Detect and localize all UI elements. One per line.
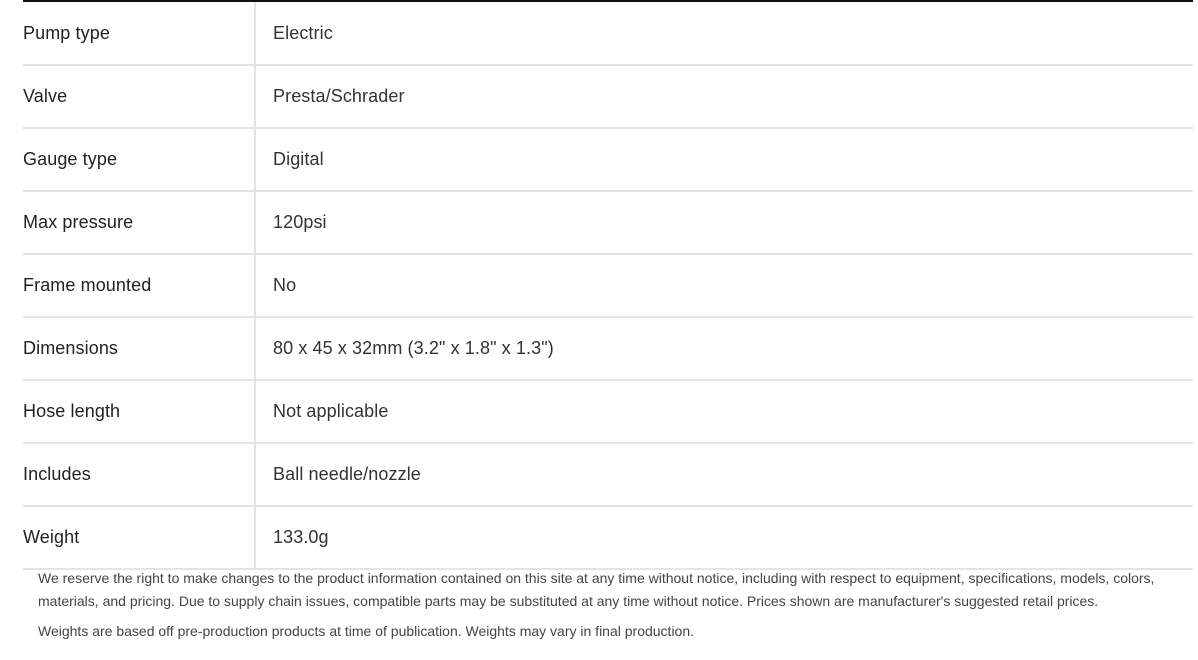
spec-label: Hose length	[23, 381, 256, 442]
spec-value: Electric	[273, 22, 333, 43]
disclaimer	[38, 567, 1178, 643]
spec-row-weight	[23, 507, 1193, 570]
disclaimer-text: We reserve the right to make changes to the product information contained on this site at any time without notice, including with respect to equipment, specifications, models, colors, materials, and pricing. Due to supply chain issues, compatible parts may be substituted at any time without notice. Prices shown are manufacturer's suggested retail prices.	[38, 570, 1155, 609]
spec-row-valve	[23, 66, 1193, 129]
spec-table	[23, 0, 1193, 570]
spec-row-pump-type	[23, 2, 1193, 66]
spec-row-gauge-type	[23, 129, 1193, 192]
spec-value: Ball needle/nozzle	[273, 464, 421, 484]
spec-value: Digital	[273, 149, 324, 169]
spec-label: Gauge type	[23, 129, 256, 190]
weights-note: Weights are based off pre-production products at time of publication. Weights may vary in final production.	[38, 623, 695, 639]
spec-row-hose-length	[23, 381, 1193, 444]
spec-value: Not applicable	[273, 401, 389, 421]
spec-value: 133.0g	[273, 527, 329, 547]
spec-label: Frame mounted	[23, 255, 256, 316]
spec-row-includes	[23, 444, 1193, 507]
spec-label: Dimensions	[23, 318, 256, 379]
spec-label: Weight	[23, 507, 256, 568]
spec-label: Max pressure	[23, 192, 256, 253]
spec-value: 120psi	[273, 212, 327, 232]
spec-value: 80 x 45 x 32mm (3.2" x 1.8" x 1.3")	[273, 338, 554, 358]
spec-row-frame-mounted	[23, 255, 1193, 318]
spec-label: Valve	[23, 66, 256, 127]
spec-row-max-pressure	[23, 192, 1193, 255]
spec-label: Includes	[23, 444, 256, 505]
spec-label: Pump type	[23, 2, 256, 64]
spec-value: Presta/Schrader	[273, 86, 405, 106]
spec-value: No	[273, 275, 297, 295]
spec-row-dimensions	[23, 318, 1193, 381]
